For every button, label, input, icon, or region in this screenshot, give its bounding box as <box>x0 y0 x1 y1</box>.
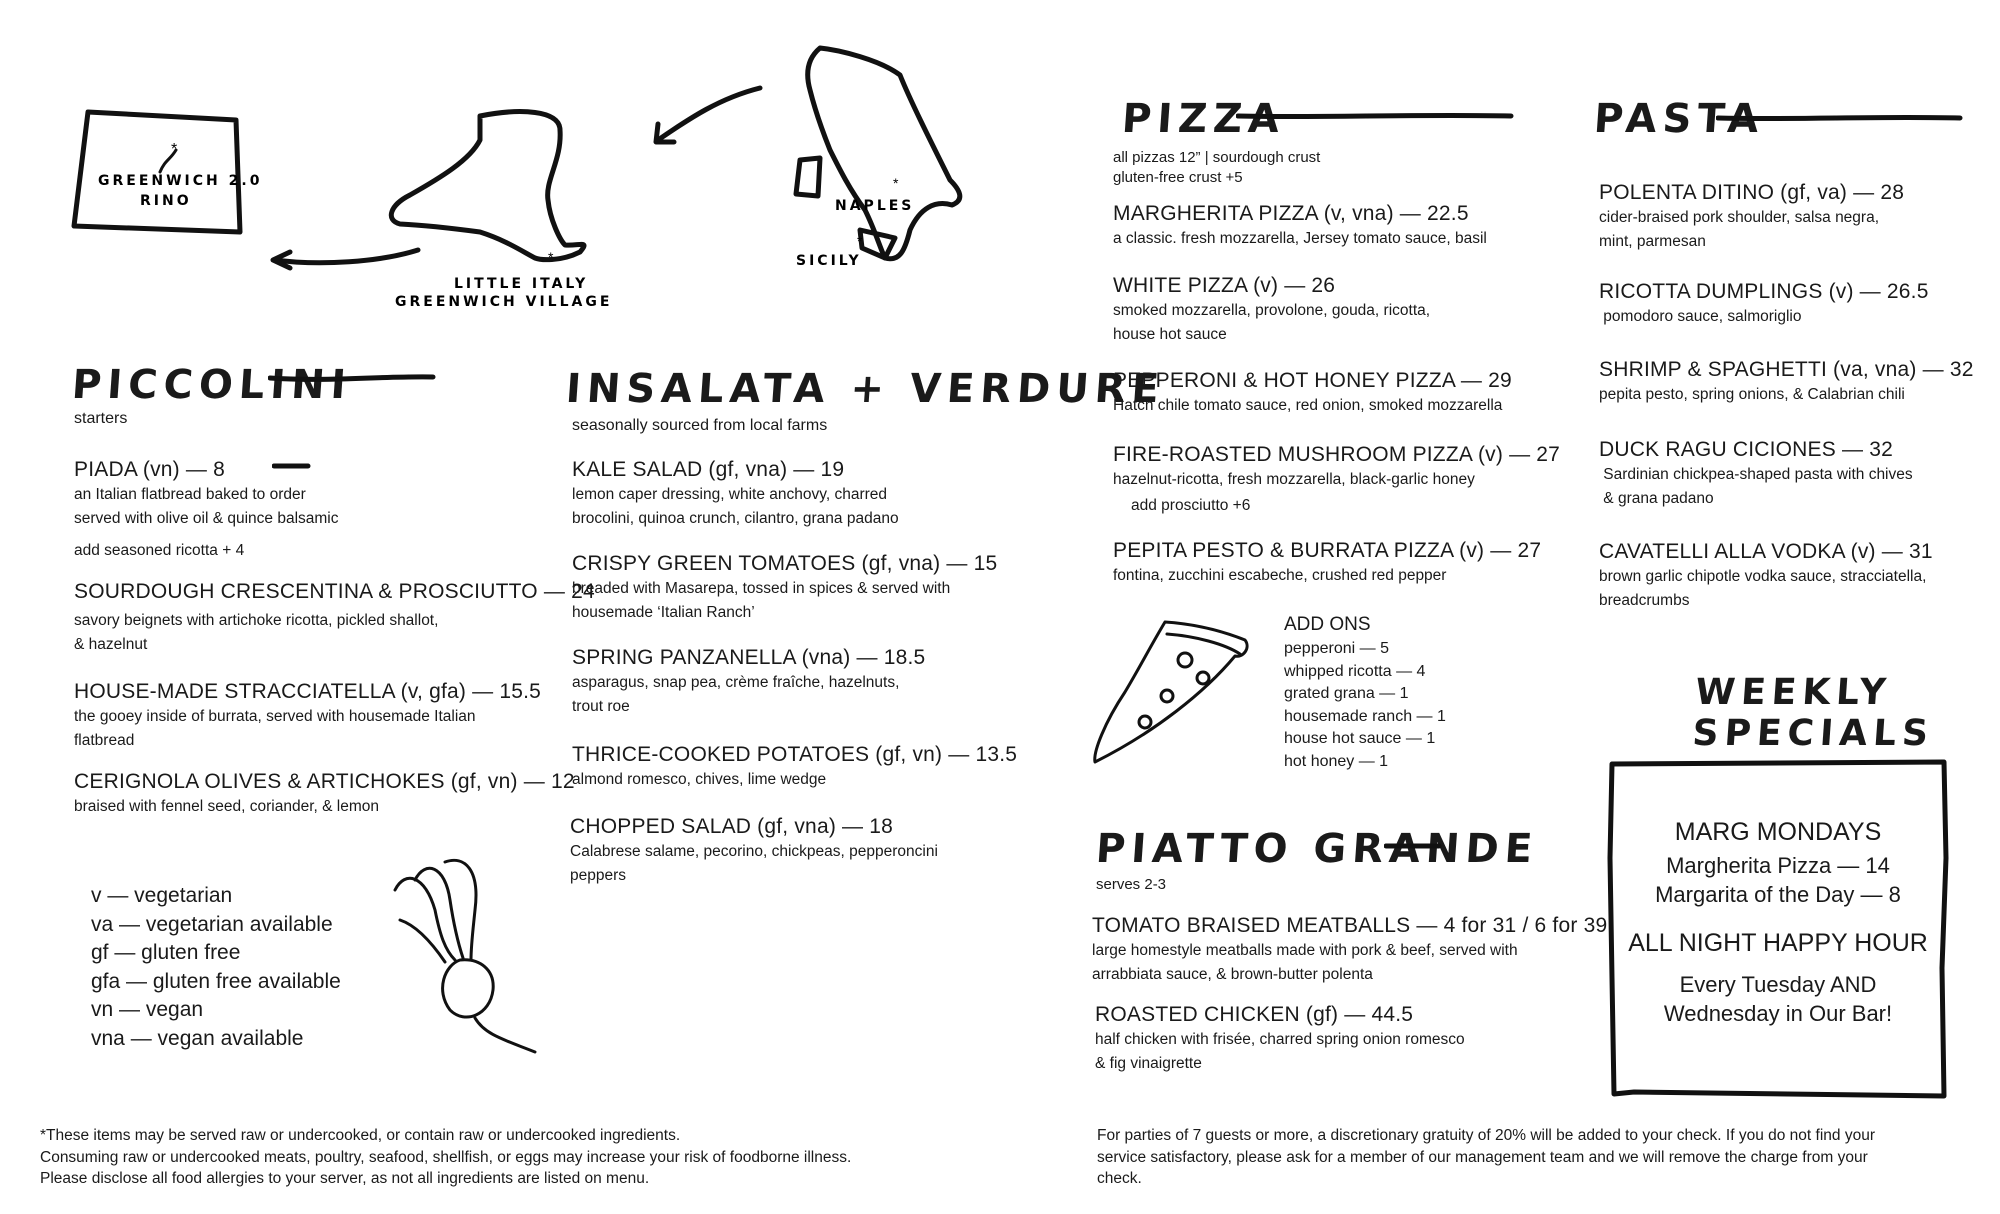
specials-title <box>1691 672 1936 754</box>
item-desc: & grana padano <box>1599 490 1714 507</box>
item-name: DUCK RAGU CICIONES — 32 <box>1599 438 1893 461</box>
item-name: THRICE-COOKED POTATOES (gf, vn) — 13.5 <box>572 743 1018 766</box>
item-desc: peppers <box>570 867 627 884</box>
item-name: KALE SALAD (gf, vna) — 19 <box>572 458 845 481</box>
specials-title-line: SPECIALS <box>1691 713 1936 754</box>
menu-item <box>1113 443 1560 517</box>
menu-item <box>572 552 997 624</box>
item-name: FIRE-ROASTED MUSHROOM PIZZA (v) — 27 <box>1113 443 1561 466</box>
item-desc: trout roe <box>572 698 630 715</box>
arrow-to-ny <box>658 88 760 140</box>
special-line: Every Tuesday AND <box>1679 972 1877 997</box>
item-name: MARGHERITA PIZZA (v, vna) — 22.5 <box>1113 202 1469 225</box>
item-desc: house hot sauce <box>1113 326 1227 343</box>
item-desc: & hazelnut <box>74 636 148 653</box>
menu-item <box>74 458 338 562</box>
item-desc: Calabrese salame, pecorino, chickpeas, pepperoncini <box>570 843 938 860</box>
item-desc: asparagus, snap pea, crème fraîche, hazelnuts, <box>572 674 900 691</box>
naples-label: NAPLES <box>835 198 915 214</box>
item-desc: a classic. fresh mozzarella, Jersey tomato sauce, basil <box>1113 230 1487 247</box>
addon-item: hot honey — 1 <box>1284 752 1389 770</box>
italy-outline <box>808 48 960 259</box>
beet-icon <box>375 850 555 1060</box>
special-line: Margarita of the Day — 8 <box>1655 882 1901 907</box>
menu-item <box>1599 438 1913 510</box>
pizza-slice-icon <box>1085 612 1255 772</box>
gratuity-line: check. <box>1097 1170 1142 1187</box>
disclaimer-line: Please disclose all food allergies to your server, as not all ingredients are listed on menu. <box>40 1170 650 1187</box>
insalata-title: INSALATA + VERDURE <box>564 366 1167 412</box>
item-desc: breadcrumbs <box>1599 592 1690 609</box>
item-name: SPRING PANZANELLA (vna) — 18.5 <box>572 646 926 669</box>
legend-item: v — vegetarian <box>91 884 233 907</box>
piccolini-title: PICCOLINI <box>70 362 354 408</box>
menu-item <box>74 680 541 752</box>
legend-item: vn — vegan <box>91 998 204 1021</box>
pizza-subtitle-line: all pizzas 12” | sourdough crust <box>1113 149 1321 166</box>
legend-item: vna — vegan available <box>91 1026 304 1050</box>
sardinia-outline <box>796 158 820 196</box>
item-desc: half chicken with frisée, charred spring onion romesco <box>1095 1031 1465 1048</box>
item-name: HOUSE-MADE STRACCIATELLA (v, gfa) — 15.5 <box>74 680 542 703</box>
pizza-subtitle-line: gluten-free crust +5 <box>1113 169 1243 186</box>
happy-hour-heading: ALL NIGHT HAPPY HOUR <box>1628 929 1928 957</box>
item-desc: savory beignets with artichoke ricotta, pickled shallot, <box>74 612 439 629</box>
item-name: CHOPPED SALAD (gf, vna) — 18 <box>570 815 894 838</box>
little-italy-label: LITTLE ITALY <box>454 276 589 292</box>
item-name: CRISPY GREEN TOMATOES (gf, vna) — 15 <box>572 552 998 575</box>
menu-item <box>572 458 899 530</box>
star-icon: * <box>893 175 899 191</box>
item-desc: Hatch chile tomato sauce, red onion, smoked mozzarella <box>1113 397 1503 414</box>
gratuity-notice <box>1097 1125 1875 1190</box>
menu-item <box>74 770 575 818</box>
marg-mondays-heading: MARG MONDAYS <box>1674 818 1882 846</box>
item-addon: add seasoned ricotta + 4 <box>74 542 245 559</box>
item-desc: almond romesco, chives, lime wedge <box>572 771 827 788</box>
item-desc: cider-braised pork shoulder, salsa negra, <box>1599 209 1880 226</box>
allergy-disclaimer <box>40 1125 851 1190</box>
specials-title-line: WEEKLY <box>1694 672 1894 713</box>
menu-item <box>572 743 1017 791</box>
item-name: POLENTA DITINO (gf, va) — 28 <box>1599 181 1905 204</box>
piccolini-rule <box>268 368 438 388</box>
item-name: SHRIMP & SPAGHETTI (va, vna) — 32 <box>1599 358 1974 381</box>
addon-item: pepperoni — 5 <box>1284 640 1389 657</box>
item-desc: fontina, zucchini escabeche, crushed red pepper <box>1113 567 1447 584</box>
menu-item <box>1113 274 1430 346</box>
new-york-outline <box>391 112 584 260</box>
item-desc: pepita pesto, spring onions, & Calabrian chili <box>1599 386 1905 403</box>
addons-title: ADD ONS <box>1284 614 1371 635</box>
menu-item <box>1092 914 1607 986</box>
arrow-to-colorado <box>275 250 418 263</box>
item-desc: hazelnut-ricotta, fresh mozzarella, black-garlic honey <box>1113 471 1475 488</box>
addon-item: grated grana — 1 <box>1284 685 1409 703</box>
greenwich-village-label: GREENWICH VILLAGE <box>395 294 613 310</box>
specials-content <box>1612 818 1944 1028</box>
item-desc: smoked mozzarella, provolone, gouda, ricotta, <box>1113 302 1431 319</box>
item-name: TOMATO BRAISED MEATBALLS — 4 for 31 / 6 for 39 <box>1092 914 1608 937</box>
menu-item <box>74 580 595 656</box>
gratuity-line: For parties of 7 guests or more, a discretionary gratuity of 20% will be added to your check. If you do not find your <box>1097 1127 1875 1144</box>
star-icon: * <box>548 249 554 265</box>
menu-item <box>570 815 938 887</box>
item-desc: Sardinian chickpea-shaped pasta with chives <box>1599 466 1913 483</box>
item-addon: add prosciutto +6 <box>1131 497 1251 514</box>
item-name: PIADA (vn) — 8 <box>74 458 226 481</box>
item-name: CERIGNOLA OLIVES & ARTICHOKES (gf, vn) — 12 <box>74 770 575 793</box>
addon-item: house hot sauce — 1 <box>1284 730 1436 748</box>
item-desc: housemade ‘Italian Ranch’ <box>572 604 755 621</box>
legend-item: gfa — gluten free available <box>91 969 341 993</box>
map-illustration <box>0 0 2000 320</box>
gratuity-line: service satisfactory, please ask for a member of our management team and we will remove the charge from your <box>1097 1148 1868 1166</box>
item-name: RICOTTA DUMPLINGS (v) — 26.5 <box>1599 280 1929 303</box>
sicily-label: SICILY <box>796 253 862 269</box>
menu-item <box>572 646 925 718</box>
addon-item: whipped ricotta — 4 <box>1284 662 1426 680</box>
item-desc: breaded with Masarepa, tossed in spices & served with <box>572 580 951 597</box>
piatto-grande-title: PIATTO GRANDE <box>1094 826 1540 872</box>
menu-item <box>1113 369 1512 417</box>
piatto-rule <box>1384 836 1444 856</box>
legend-item: gf — gluten free <box>91 941 241 964</box>
item-desc: the gooey inside of burrata, served with housemade Italian <box>74 708 476 725</box>
menu-item <box>1113 202 1487 250</box>
pizza-title: PIZZA <box>1120 96 1287 142</box>
item-name: PEPITA PESTO & BURRATA PIZZA (v) — 27 <box>1113 539 1542 562</box>
item-desc: large homestyle meatballs made with pork & beef, served with <box>1092 942 1518 959</box>
addon-item: housemade ranch — 1 <box>1284 707 1446 725</box>
special-line: Margherita Pizza — 14 <box>1666 853 1890 878</box>
disclaimer-line: *These items may be served raw or undercooked, or contain raw or undercooked ingredients. <box>40 1127 681 1144</box>
addons-block <box>1284 614 1446 774</box>
item-desc: & fig vinaigrette <box>1095 1055 1202 1072</box>
special-line: Wednesday in Our Bar! <box>1663 1001 1893 1026</box>
item-desc: served with olive oil & quince balsamic <box>74 510 339 527</box>
colorado-outline <box>74 112 240 232</box>
insalata-subtitle: seasonally sourced from local farms <box>572 417 828 434</box>
item-desc: brocolini, quinoa crunch, cilantro, grana padano <box>572 510 899 527</box>
pasta-title: PASTA <box>1592 96 1767 142</box>
item-name: ROASTED CHICKEN (gf) — 44.5 <box>1095 1003 1414 1026</box>
item-desc: arrabbiata sauce, & brown-butter polenta <box>1092 966 1373 983</box>
greenwich-label: GREENWICH 2.0 <box>98 173 263 189</box>
pizza-subtitle <box>1113 148 1320 188</box>
menu-item <box>1113 539 1541 587</box>
menu-item <box>1599 358 1974 406</box>
dietary-legend <box>91 882 341 1053</box>
item-name: PEPPERONI & HOT HONEY PIZZA — 29 <box>1113 369 1512 392</box>
item-name: SOURDOUGH CRESCENTINA & PROSCIUTTO — 24 <box>74 580 595 603</box>
piccolini-subtitle: starters <box>74 410 128 427</box>
piatto-subtitle: serves 2-3 <box>1096 876 1167 893</box>
menu-item <box>1599 540 1933 612</box>
menu-item <box>1599 280 1929 328</box>
rino-label: RINO <box>140 193 192 209</box>
star-icon: * <box>857 233 863 249</box>
item-desc: mint, parmesan <box>1599 233 1706 250</box>
item-name: WHITE PIZZA (v) — 26 <box>1113 274 1336 297</box>
item-desc: flatbread <box>74 732 135 749</box>
item-desc: pomodoro sauce, salmoriglio <box>1599 308 1802 325</box>
menu-item <box>1599 181 1904 253</box>
item-name: CAVATELLI ALLA VODKA (v) — 31 <box>1599 540 1933 563</box>
item-desc: brown garlic chipotle vodka sauce, stracciatella, <box>1599 568 1927 585</box>
item-desc: an Italian flatbread baked to order <box>74 486 306 503</box>
item-desc: braised with fennel seed, coriander, & lemon <box>74 798 380 815</box>
item-desc: lemon caper dressing, white anchovy, charred <box>572 486 888 503</box>
disclaimer-line: Consuming raw or undercooked meats, poultry, seafood, shellfish, or eggs may increase your risk of foodborne illness. <box>40 1148 852 1166</box>
dash-mark <box>272 460 312 472</box>
pasta-rule <box>1716 108 1966 128</box>
star-icon: * <box>171 141 178 158</box>
menu-item <box>1095 1003 1465 1075</box>
legend-item: va — vegetarian available <box>91 912 333 936</box>
pizza-rule <box>1236 106 1516 126</box>
